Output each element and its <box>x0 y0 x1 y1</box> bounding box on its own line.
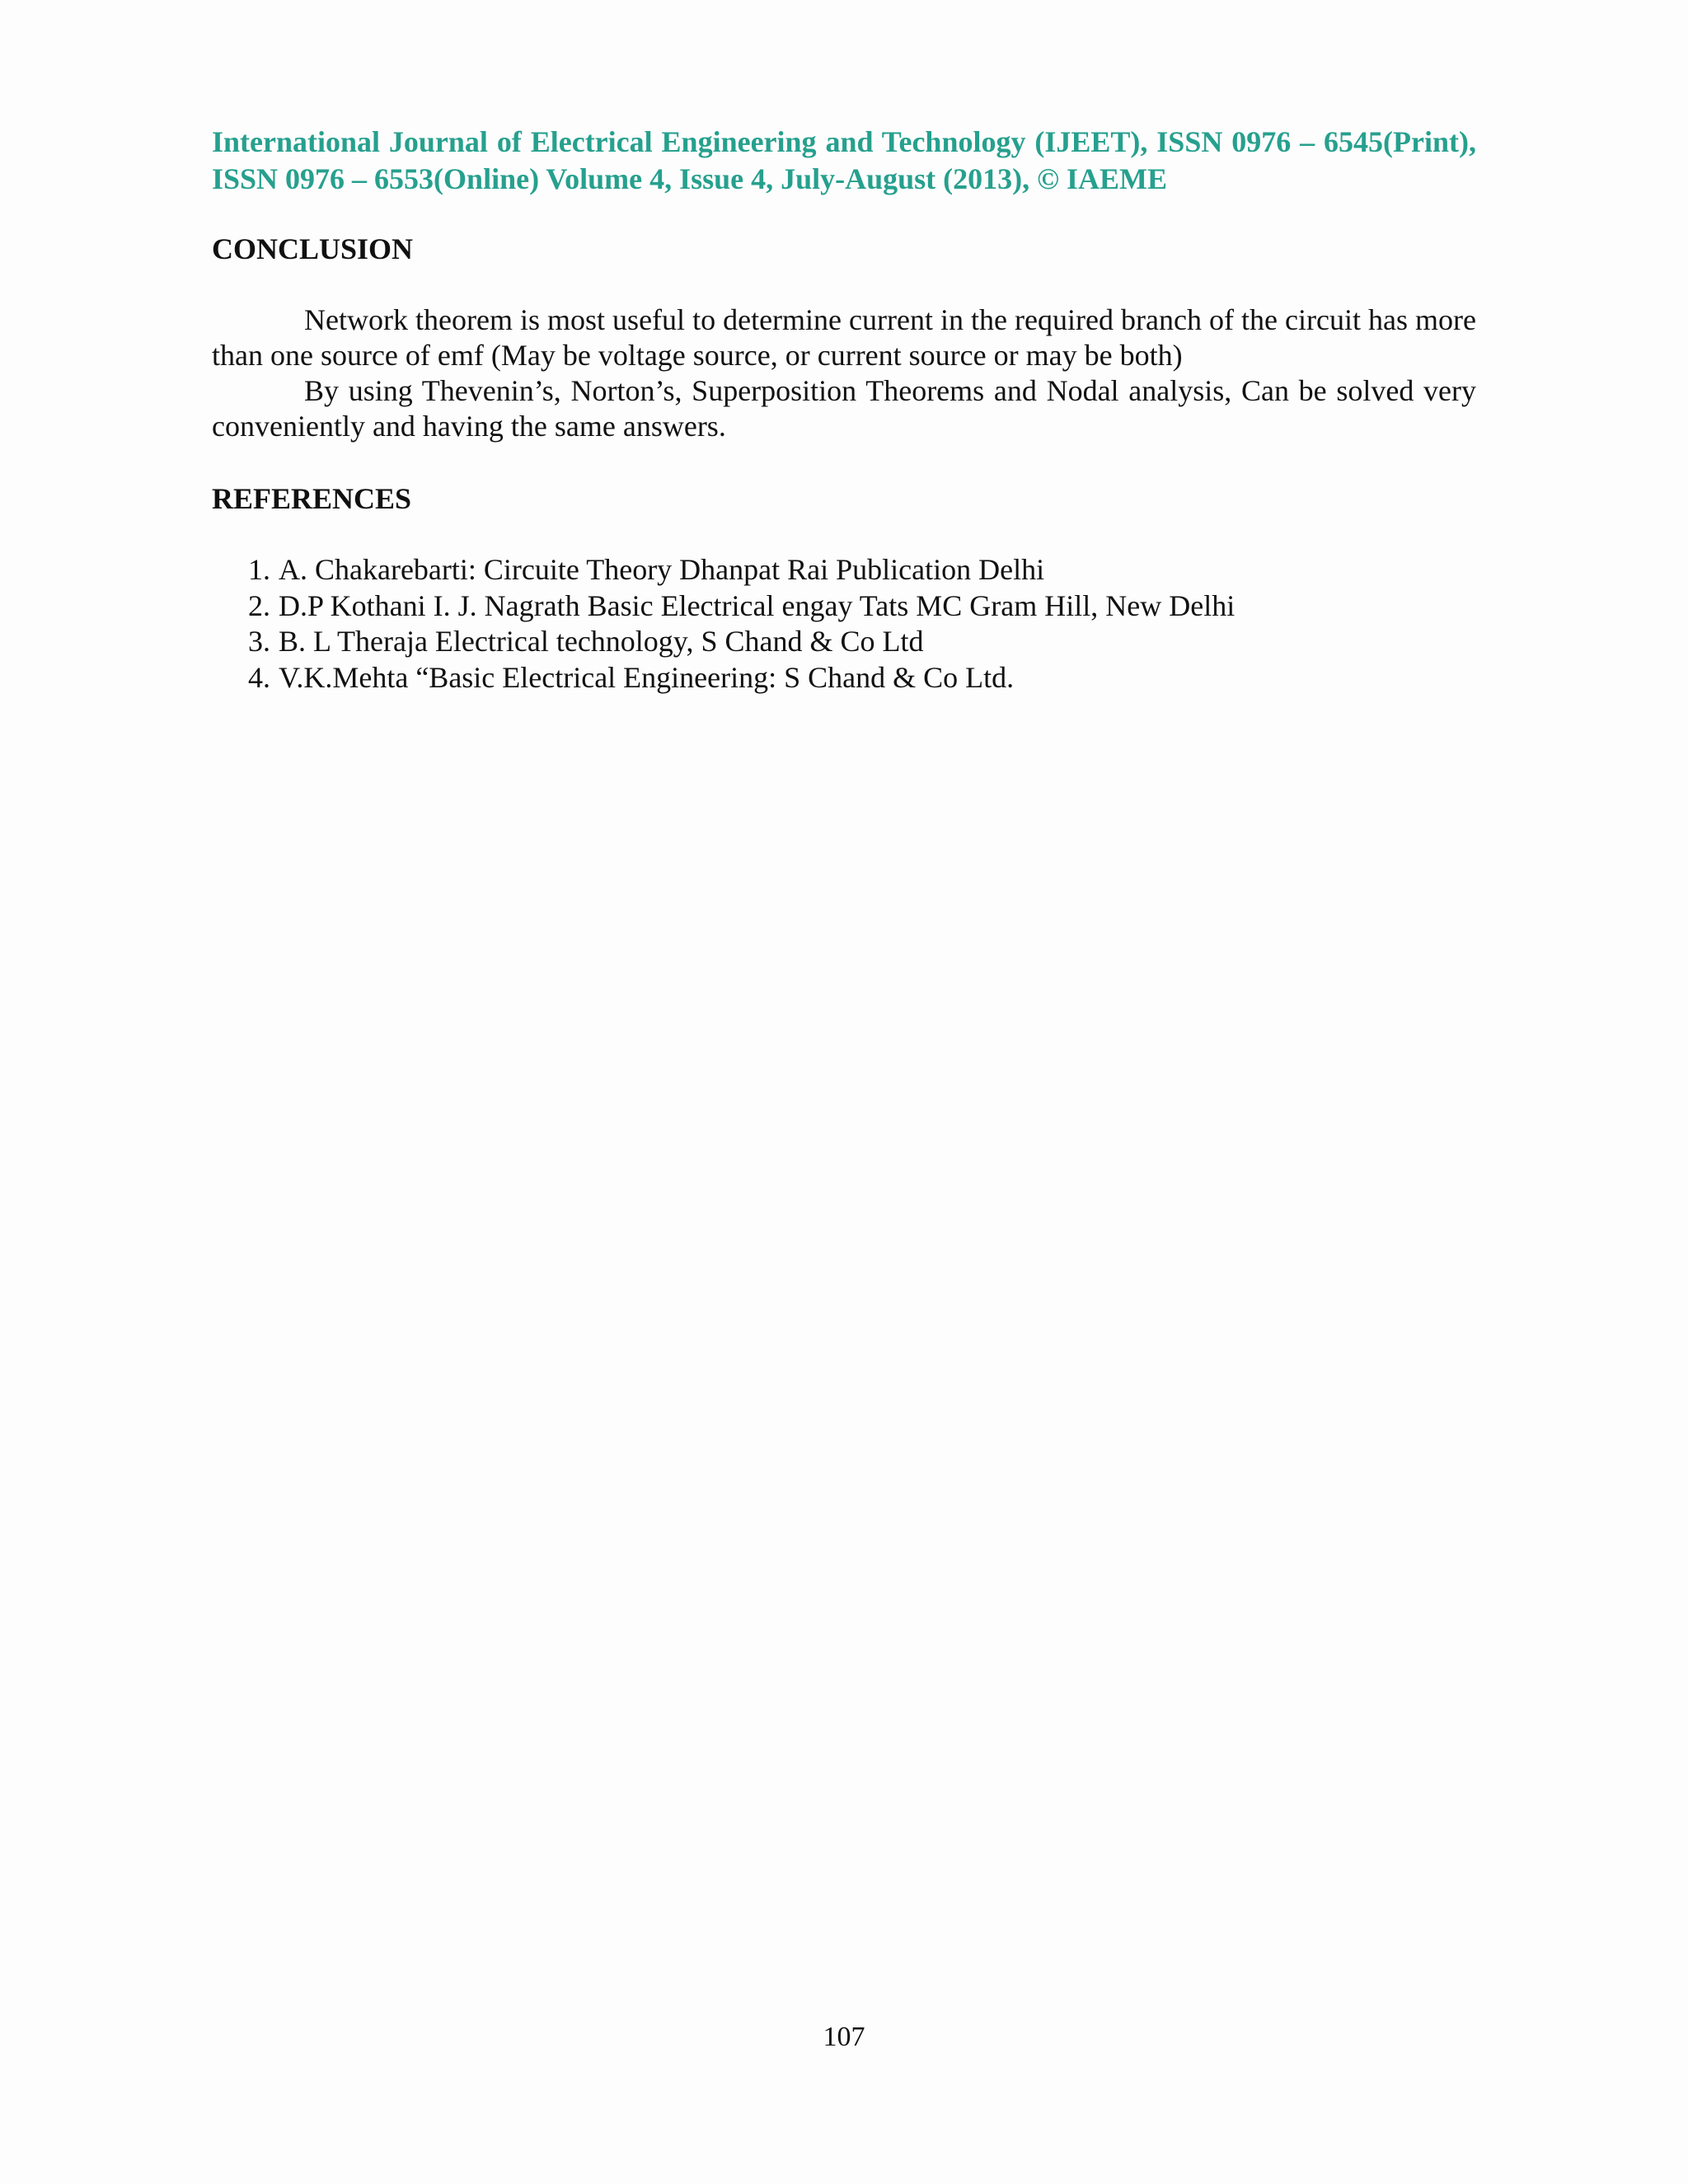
references-heading: REFERENCES <box>212 482 412 515</box>
conclusion-paragraph-text: By using Thevenin’s, Norton’s, Superposition Theorems and Nodal analysis, Can be solved very conveniently and having the same answers. <box>212 374 1476 443</box>
conclusion-paragraph <box>212 302 1476 373</box>
reference-item <box>212 588 1476 625</box>
reference-text: B. L Theraja Electrical technology, S Chand & Co Ltd <box>279 625 924 658</box>
reference-item <box>212 660 1476 696</box>
references-list <box>212 552 1476 696</box>
reference-number: 1. <box>248 553 270 586</box>
conclusion-paragraph <box>212 373 1476 444</box>
reference-text: V.K.Mehta “Basic Electrical Engineering: S Chand & Co Ltd. <box>279 660 1015 694</box>
reference-text: A. Chakarebarti: Circuite Theory Dhanpat Rai Publication Delhi <box>279 553 1045 586</box>
reference-number: 4. <box>248 660 270 694</box>
page-number: 107 <box>823 2022 865 2052</box>
reference-item <box>212 624 1476 660</box>
conclusion-heading: CONCLUSION <box>212 232 414 265</box>
reference-item <box>212 552 1476 588</box>
reference-number: 2. <box>248 588 270 622</box>
reference-text: D.P Kothani I. J. Nagrath Basic Electrical engay Tats MC Gram Hill, New Delhi <box>279 588 1236 622</box>
journal-header: International Journal of Electrical Engineering and Technology (IJEET), ISSN 0976 – 6545(Print), ISSN 0976 – 6553(Online) Volume 4, Issue 4, July-August (2013), © IAEME <box>212 125 1476 195</box>
reference-number: 3. <box>248 625 270 658</box>
conclusion-paragraph-text: Network theorem is most useful to determine current in the required branch of the circuit has more than one source of emf (May be voltage source, or current source or may be both) <box>212 303 1476 372</box>
